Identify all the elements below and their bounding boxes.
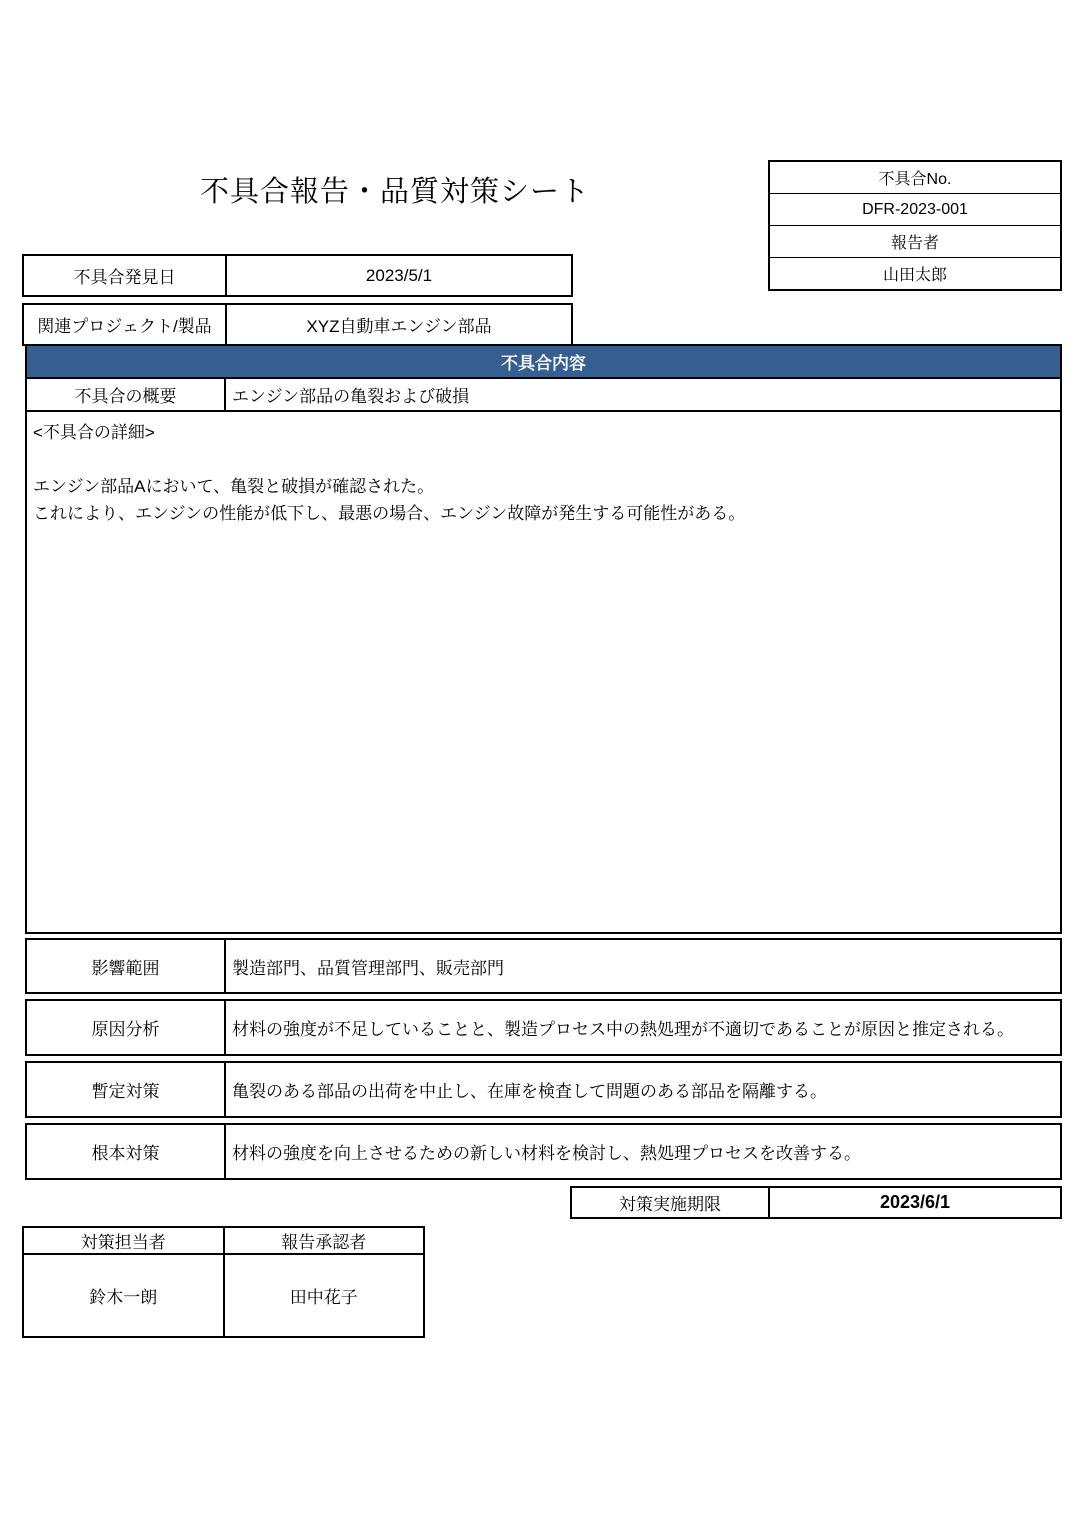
summary-value: エンジン部品の亀裂および破損: [232, 387, 470, 406]
deadline-value: 2023/6/1: [879, 1192, 951, 1212]
impact-scope-value: 製造部門、品質管理部門、販売部門: [232, 958, 504, 978]
signoff-col-person-in-charge: [24, 1228, 225, 1336]
project-value: XYZ自動車エンジン部品: [306, 317, 492, 336]
root-countermeasure-row: [25, 1123, 1062, 1180]
root-countermeasure-value: 材料の強度を向上させるための新しい材料を検討し、熱処理プロセスを改善する。: [232, 1144, 861, 1163]
cause-analysis-value: 材料の強度が不足していることと、製造プロセス中の熱処理が不適切であることが原因と推定される。: [232, 1020, 1014, 1039]
discovery-date-value: 2023/5/1: [365, 265, 433, 285]
detail-heading: <不具合の詳細>: [33, 423, 155, 442]
defect-content-section: [25, 344, 1062, 934]
section-header: 不具合内容: [27, 346, 1060, 379]
detail-area: [27, 412, 1060, 932]
deadline-label: 対策実施期限: [572, 1188, 770, 1217]
approver-label: 報告承認者: [225, 1228, 424, 1255]
interim-countermeasure-row: [25, 1061, 1062, 1118]
page-title: 不具合報告・品質対策シート: [199, 176, 590, 208]
defect-no-value: DFR-2023-001: [770, 193, 1060, 225]
cause-analysis-row: [25, 999, 1062, 1056]
cause-analysis-label: 原因分析: [27, 1001, 226, 1054]
detail-line: これにより、エンジンの性能が低下し、最悪の場合、エンジン故障が発生する可能性がある。: [33, 504, 746, 523]
interim-countermeasure-label: 暫定対策: [27, 1063, 226, 1116]
approver-value: 田中花子: [289, 1288, 358, 1307]
person-in-charge-value: 鈴木一朗: [89, 1288, 158, 1307]
detail-lines: [33, 473, 1054, 527]
signoff-col-approver: [225, 1228, 424, 1336]
signoff-table: [22, 1226, 425, 1338]
defect-no-label: 不具合No.: [878, 171, 952, 188]
discovery-date-label: 不具合発見日: [24, 256, 227, 295]
defect-no-table: [768, 160, 1062, 291]
detail-line: エンジン部品Aにおいて、亀裂と破損が確認された。: [33, 477, 435, 496]
summary-label: 不具合の概要: [27, 379, 226, 410]
root-countermeasure-label: 根本対策: [27, 1125, 226, 1178]
reporter-value: 山田太郎: [770, 257, 1060, 289]
impact-scope-row: [25, 938, 1062, 994]
summary-row: [27, 379, 1060, 412]
deadline-row: [570, 1186, 1062, 1219]
discovery-date-row: [22, 254, 573, 297]
project-row: [22, 303, 573, 346]
reporter-label: 報告者: [770, 225, 1060, 257]
interim-countermeasure-value: 亀裂のある部品の出荷を中止し、在庫を検査して問題のある部品を隔離する。: [232, 1082, 827, 1101]
impact-scope-label: 影響範囲: [27, 940, 226, 992]
project-label: 関連プロジェクト/製品: [24, 305, 227, 344]
person-in-charge-label: 対策担当者: [24, 1228, 223, 1255]
